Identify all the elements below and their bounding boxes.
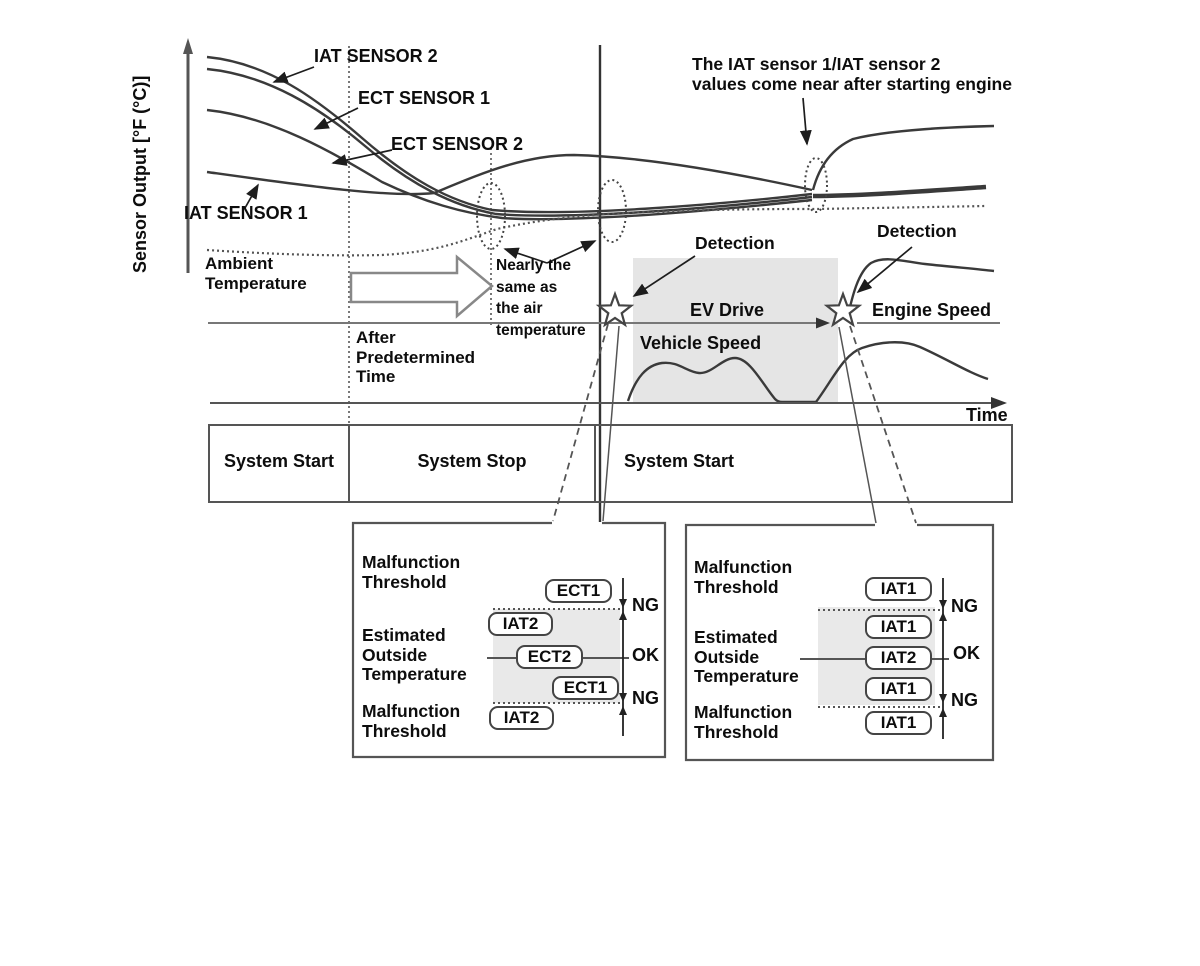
box1-badge-ect1-lower: ECT1 xyxy=(552,676,619,700)
box1-status-ng-bottom: NG xyxy=(632,688,659,708)
box2-estimated-outside-temperature: Estimated Outside Temperature xyxy=(694,627,799,686)
nearly-note-line-4: temperature xyxy=(496,321,586,339)
ambient-temperature-label: Ambient Temperature xyxy=(205,254,307,293)
detection-label-2: Detection xyxy=(877,221,957,241)
box2-badge-iat1-lower: IAT1 xyxy=(865,677,932,701)
values-come-near-note xyxy=(692,54,1012,94)
ev-drive-zone xyxy=(633,258,838,402)
box2-status-ok: OK xyxy=(953,643,980,663)
engine-speed-label: Engine Speed xyxy=(872,300,992,320)
nearly-note-line-1: Nearly the xyxy=(496,257,571,274)
x-axis-label: Time xyxy=(966,405,1008,425)
box2-badge-iat2-center: IAT2 xyxy=(865,646,932,670)
box2-status-ng-bottom: NG xyxy=(951,690,978,710)
system-band-cell-start-2: System Start xyxy=(624,451,735,471)
box2-malfunction-threshold-top: Malfunction Threshold xyxy=(694,557,793,597)
nearly-note-line-3: the air xyxy=(496,300,543,317)
box2-badge-iat1-top: IAT1 xyxy=(865,577,932,601)
nearly-note-line-2: same as xyxy=(496,278,558,296)
box2-status-ng-top: NG xyxy=(951,596,978,616)
box1-badge-iat2-bottom: IAT2 xyxy=(489,706,554,730)
time-axis xyxy=(210,397,1007,409)
box2-badge-iat1-bottom: IAT1 xyxy=(865,711,932,735)
box1-status-ng-top: NG xyxy=(632,595,659,615)
iat-sensor-1-curve xyxy=(207,155,812,194)
box2-malfunction-threshold-bottom: Malfunction Threshold xyxy=(694,702,793,742)
box1-badge-iat2-upper: IAT2 xyxy=(488,612,553,636)
after-predetermined-time-label: After Predetermined Time xyxy=(356,328,476,386)
box1-badge-ect2-center: ECT2 xyxy=(516,645,583,669)
y-axis-label: Sensor Output [°F (°C)] xyxy=(130,75,150,273)
system-band-cell-stop: System Stop xyxy=(350,426,596,501)
detection-star-1 xyxy=(599,294,631,325)
box2-badge-iat1-upper: IAT1 xyxy=(865,615,932,639)
rising-curve-after-start xyxy=(813,126,994,190)
y-axis xyxy=(183,38,193,273)
ect-sensor-2-label: ECT SENSOR 2 xyxy=(391,134,524,154)
box1-badge-ect1-top: ECT1 xyxy=(545,579,612,603)
vehicle-speed-label: Vehicle Speed xyxy=(640,333,762,353)
detection-label-1: Detection xyxy=(695,233,775,253)
system-state-band xyxy=(208,424,1013,503)
box1-malfunction-threshold-top: Malfunction Threshold xyxy=(362,552,461,592)
merged-iat-curves xyxy=(813,187,986,196)
iat-sensor-1-label: IAT SENSOR 1 xyxy=(184,203,308,223)
system-band-cell-start-1: System Start xyxy=(210,426,350,501)
nearly-same-as-air-note xyxy=(496,255,586,341)
iat-sensor-2-label: IAT SENSOR 2 xyxy=(314,46,438,66)
elapsed-time-arrow xyxy=(351,257,492,316)
box1-estimated-outside-temperature: Estimated Outside Temperature xyxy=(362,625,467,684)
ev-drive-label: EV Drive xyxy=(690,300,765,320)
values-note-line-2: values come near after starting engine xyxy=(692,74,1012,94)
values-note-line-1: The IAT sensor 1/IAT sensor 2 xyxy=(692,54,941,74)
box1-status-ok: OK xyxy=(632,645,659,665)
ect-sensor-1-label: ECT SENSOR 1 xyxy=(358,88,491,108)
box1-malfunction-threshold-bottom: Malfunction Threshold xyxy=(362,701,461,741)
